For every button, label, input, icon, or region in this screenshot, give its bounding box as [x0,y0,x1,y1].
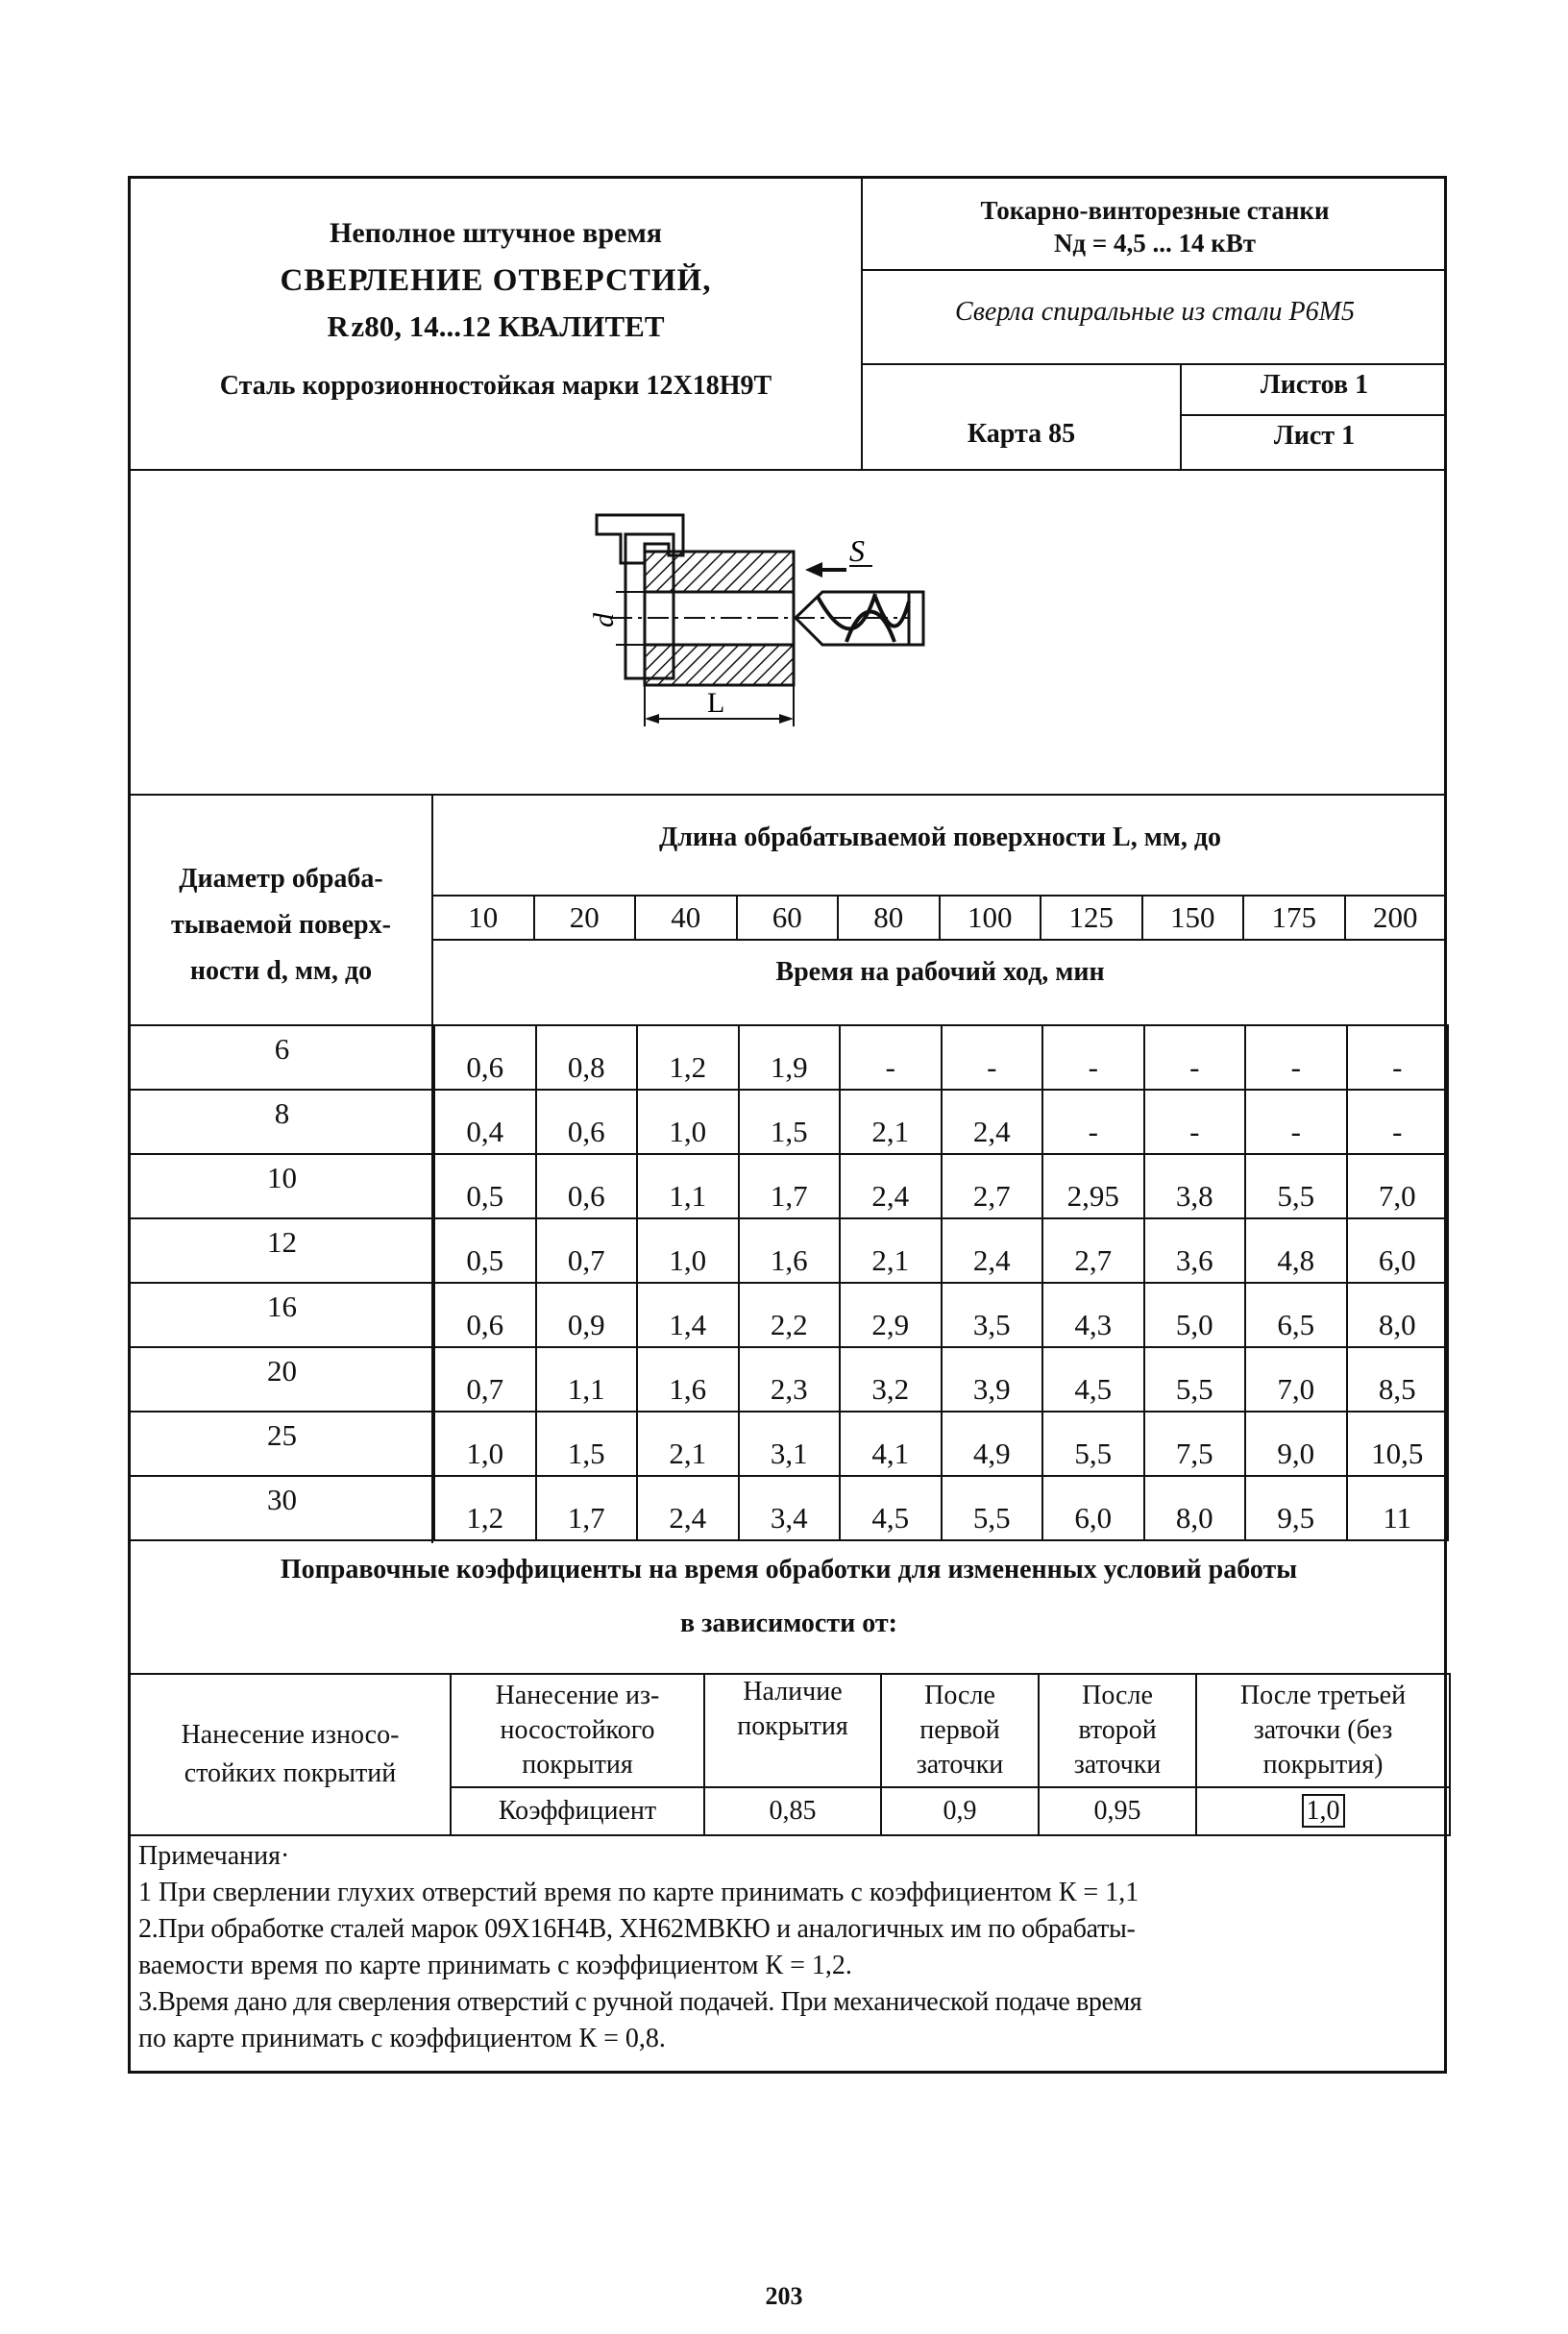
time-cell: 0,6 [434,1283,536,1347]
time-cell: 2,1 [840,1090,942,1154]
diameter-cell: 6 [130,1025,434,1090]
time-cell: 3,8 [1144,1154,1246,1218]
time-cell: 1,0 [637,1218,739,1283]
time-cell: 3,9 [942,1347,1043,1412]
time-cell: 1,5 [536,1412,638,1476]
time-cell: 4,8 [1245,1218,1347,1283]
length-col: 150 [1142,896,1244,940]
time-cell: 10,5 [1347,1412,1449,1476]
notes [138,1838,1445,2057]
length-col: 175 [1243,896,1345,940]
time-cell: 1,9 [739,1025,841,1090]
length-col: 200 [1345,896,1447,940]
time-cell: 3,4 [739,1476,841,1540]
time-cell: 0,5 [434,1218,536,1283]
length-col: 100 [940,896,1041,940]
time-table [129,1024,1449,1541]
time-cell: 2,7 [942,1154,1043,1218]
time-cell: 0,9 [536,1283,638,1347]
diameter-cell: 8 [130,1090,434,1154]
table-row [130,1412,1448,1476]
time-cell: - [1347,1025,1449,1090]
time-cell: - [840,1025,942,1090]
length-label: L [707,687,725,719]
table-row [130,1283,1448,1347]
time-cell: 2,4 [637,1476,739,1540]
workpiece-top [645,552,794,592]
row-header: Диаметр обраба- тываемой поверх- ности d, мм, до [171,864,391,986]
time-cell: 1,1 [536,1347,638,1412]
table-row [130,1154,1448,1218]
table-row [130,1218,1448,1283]
length-header: Длина обрабатываемой поверхности L, мм, до [658,823,1222,852]
time-cell: 0,6 [536,1090,638,1154]
time-cell: - [1042,1025,1144,1090]
time-cell: 7,5 [1144,1412,1246,1476]
time-cell: 3,5 [942,1283,1043,1347]
tool-description: Сверла спиральные из стали Р6М5 [955,297,1355,327]
factor-name: Нанесение износо- стойких покрытий [130,1674,451,1835]
time-type: Неполное штучное время [329,217,663,249]
time-cell: 4,1 [840,1412,942,1476]
length-col: 40 [635,896,737,940]
time-cell: 1,0 [637,1090,739,1154]
time-cell: 2,9 [840,1283,942,1347]
time-header: Время на рабочий ход, мин [775,957,1105,987]
time-cell: 0,4 [434,1090,536,1154]
time-cell: 0,6 [536,1154,638,1218]
time-cell: 1,6 [739,1218,841,1283]
table-row [130,1476,1448,1540]
diameter-cell: 25 [130,1412,434,1476]
time-cell: 2,1 [637,1412,739,1476]
time-cell: 6,0 [1042,1476,1144,1540]
page-number: 203 [765,2282,803,2310]
time-cell: 6,0 [1347,1218,1449,1283]
length-col: 80 [838,896,940,940]
correction-table [129,1673,1451,1836]
time-cell: 7,0 [1245,1347,1347,1412]
roughness-quality: R z80, 14...12 КВАЛИТЕТ [327,309,665,343]
coef-value: 0,9 [881,1787,1039,1835]
feed-label: S [849,533,865,568]
note-line: 1 При сверлении глухих отверстий время по карте принимать с коэффициентом К = 1,1 [138,1878,1139,1907]
time-cell: 2,7 [1042,1218,1144,1283]
time-cell: 9,0 [1245,1412,1347,1476]
condition-third-sharpening: После третьей заточки (без покрытия) [1196,1674,1450,1787]
time-cell: 3,6 [1144,1218,1246,1283]
condition-coated: Наличие покрытия [704,1674,881,1787]
time-cell: 9,5 [1245,1476,1347,1540]
time-cell: 2,1 [840,1218,942,1283]
time-cell: 0,7 [536,1218,638,1283]
time-cell: 5,0 [1144,1283,1246,1347]
time-cell: 4,5 [840,1476,942,1540]
time-cell: 2,2 [739,1283,841,1347]
note-line: 3.Время дано для сверления отверстий с ручной подачей. При механической подаче время [138,1987,1142,2017]
workpiece-bottom [645,645,794,685]
time-cell: 3,1 [739,1412,841,1476]
time-cell: 0,5 [434,1154,536,1218]
diameter-cell: 10 [130,1154,434,1218]
condition-second-sharpening: После второй заточки [1039,1674,1196,1787]
time-cell: - [1347,1090,1449,1154]
diameter-cell: 12 [130,1218,434,1283]
time-cell: - [1245,1025,1347,1090]
time-cell: 2,95 [1042,1154,1144,1218]
condition-first-sharpening: После первой заточки [881,1674,1039,1787]
time-cell: - [1042,1090,1144,1154]
correction-subtitle: в зависимости от: [680,1609,897,1638]
time-cell: 7,0 [1347,1154,1449,1218]
time-cell: 1,7 [739,1154,841,1218]
time-cell: 0,7 [434,1347,536,1412]
drilling-diagram [588,505,1130,755]
time-cell: 1,2 [637,1025,739,1090]
time-cell: 4,5 [1042,1347,1144,1412]
time-cell: 2,4 [942,1218,1043,1283]
time-cell: 1,1 [637,1154,739,1218]
time-cell: 5,5 [1245,1154,1347,1218]
time-cell: 6,5 [1245,1283,1347,1347]
time-cell: 1,5 [739,1090,841,1154]
coef-value: 0,95 [1039,1787,1196,1835]
time-cell: - [1245,1090,1347,1154]
time-cell: 1,7 [536,1476,638,1540]
length-col: 10 [432,896,534,940]
length-col: 125 [1041,896,1142,940]
diameter-cell: 30 [130,1476,434,1540]
table-row [130,1090,1448,1154]
diameter-cell: 20 [130,1347,434,1412]
note-line: 2.При обработке сталей марок 09Х16Н4В, ХН62МВКЮ и аналогичных им по обрабаты- [138,1914,1136,1944]
time-cell: 3,2 [840,1347,942,1412]
coef-value-boxed: 1,0 [1302,1794,1345,1828]
table-row [130,1347,1448,1412]
time-cell: - [1144,1025,1246,1090]
length-columns [431,895,1447,941]
time-cell: 8,0 [1144,1476,1246,1540]
time-cell: - [1144,1090,1246,1154]
time-cell: 4,3 [1042,1283,1144,1347]
coef-label: Коэффициент [451,1787,704,1835]
machine-power: Nд = 4,5 ... 14 кВт [1053,229,1257,258]
time-cell: 0,8 [536,1025,638,1090]
sheet-number: Лист 1 [1273,421,1356,451]
coef-value: 0,85 [704,1787,881,1835]
diameter-label: d [588,613,620,627]
notes-title: Примечания· [138,1841,290,1871]
time-cell: 11 [1347,1476,1449,1540]
time-cell: 8,5 [1347,1347,1449,1412]
time-cell: 8,0 [1347,1283,1449,1347]
time-cell: 4,9 [942,1412,1043,1476]
operation-title: СВЕРЛЕНИЕ ОТВЕРСТИЙ, [280,263,712,298]
machines-title: Токарно-винторезные станки [980,196,1330,225]
table-row [130,1025,1448,1090]
time-cell: 5,5 [1042,1412,1144,1476]
time-cell: 0,6 [434,1025,536,1090]
length-col: 20 [534,896,636,940]
sheets-total: Листов 1 [1260,370,1369,400]
time-cell: 2,4 [840,1154,942,1218]
note-line: ваемости время по карте принимать с коэффициентом К = 1,2. [138,1951,852,1980]
time-cell: 1,4 [637,1283,739,1347]
time-cell: 1,6 [637,1347,739,1412]
time-cell: 2,4 [942,1090,1043,1154]
material-grade: Сталь коррозионностойкая марки 12Х18Н9Т [219,371,772,401]
time-cell: - [942,1025,1043,1090]
card-frame [128,176,1447,2074]
time-cell: 5,5 [942,1476,1043,1540]
note-line: по карте принимать с коэффициентом К = 0,8. [138,2024,666,2053]
card-number: Карта 85 [967,419,1076,449]
condition-header: Нанесение из- носостойкого покрытия [451,1674,704,1787]
time-cell: 5,5 [1144,1347,1246,1412]
correction-title: Поправочные коэффициенты на время обработки для измененных условий работы [280,1555,1298,1585]
diameter-cell: 16 [130,1283,434,1347]
time-cell: 1,0 [434,1412,536,1476]
time-cell: 2,3 [739,1347,841,1412]
length-col: 60 [737,896,839,940]
time-cell: 1,2 [434,1476,536,1540]
